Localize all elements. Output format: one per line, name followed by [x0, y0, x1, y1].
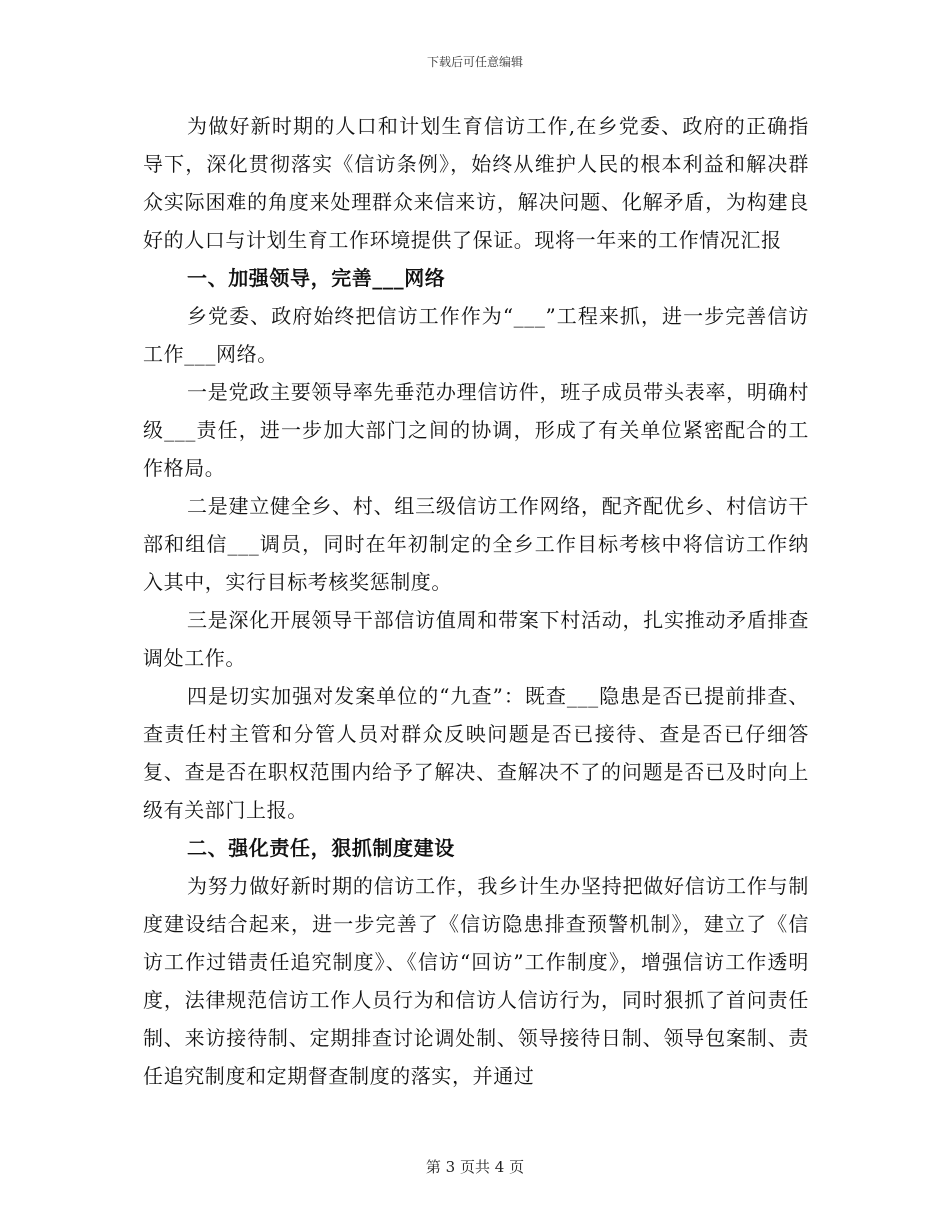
section-heading-2: 二、强化责任，狠抓制度建设: [187, 836, 455, 860]
section-heading-1: 一、加强领导，完善___网络: [187, 266, 446, 290]
paragraph-intro: 为做好新时期的人口和计划生育信访工作,在乡党委、政府的正确指导下，深化贯彻落实《信访条例》，始终从维护人民的根本利益和解决群众实际困难的角度来处理群众来信来访，解决问题、化解矛盾，为构建良好的人口与计划生育工作环境提供了保证。现将一年来的工作情况汇报: [143, 114, 809, 252]
page-footer: 第 3 页共 4 页: [425, 1158, 525, 1176]
document-body: [143, 107, 809, 1095]
paragraph-point-2: 二是建立健全乡、村、组三级信访工作网络，配齐配优乡、村信访干部和组信___调员，同时在年初制定的全乡工作目标考核中将信访工作纳入其中，实行目标考核奖惩制度。: [143, 494, 809, 594]
page-header: 下载后可任意编辑: [426, 55, 523, 69]
paragraph-point-3: 三是深化开展领导干部信访值周和带案下村活动，扎实推动矛盾排查调处工作。: [143, 608, 809, 670]
paragraph-point-1: 一是党政主要领导率先垂范办理信访件，班子成员带头表率，明确村级___责任，进一步加大部门之间的协调，形成了有关单位紧密配合的工作格局。: [143, 380, 809, 480]
paragraph-point-4: 四是切实加强对发案单位的“九查”：既查___隐患是否已提前排查、查责任村主管和分管人员对群众反映问题是否已接待、查是否已仔细答复、查是否在职权范围内给予了解决、查解决不了的问题是否已及时向上级有关部门上报。: [143, 684, 809, 822]
paragraph-section1-intro: 乡党委、政府始终把信访工作作为“___”工程来抓，进一步完善信访工作___网络。: [143, 304, 809, 366]
paragraph-section2: 为努力做好新时期的信访工作，我乡计生办坚持把做好信访工作与制度建设结合起来，进一步完善了《信访隐患排查预警机制》，建立了《信访工作过错责任追究制度》、《信访“回访”工作制度》，增强信访工作透明度，法律规范信访工作人员行为和信访人信访行为，同时狠抓了首问责任制、来访接待制、定期排查讨论调处制、领导接待日制、领导包案制、责任追究制度和定期督查制度的落实，并通过: [143, 874, 809, 1088]
